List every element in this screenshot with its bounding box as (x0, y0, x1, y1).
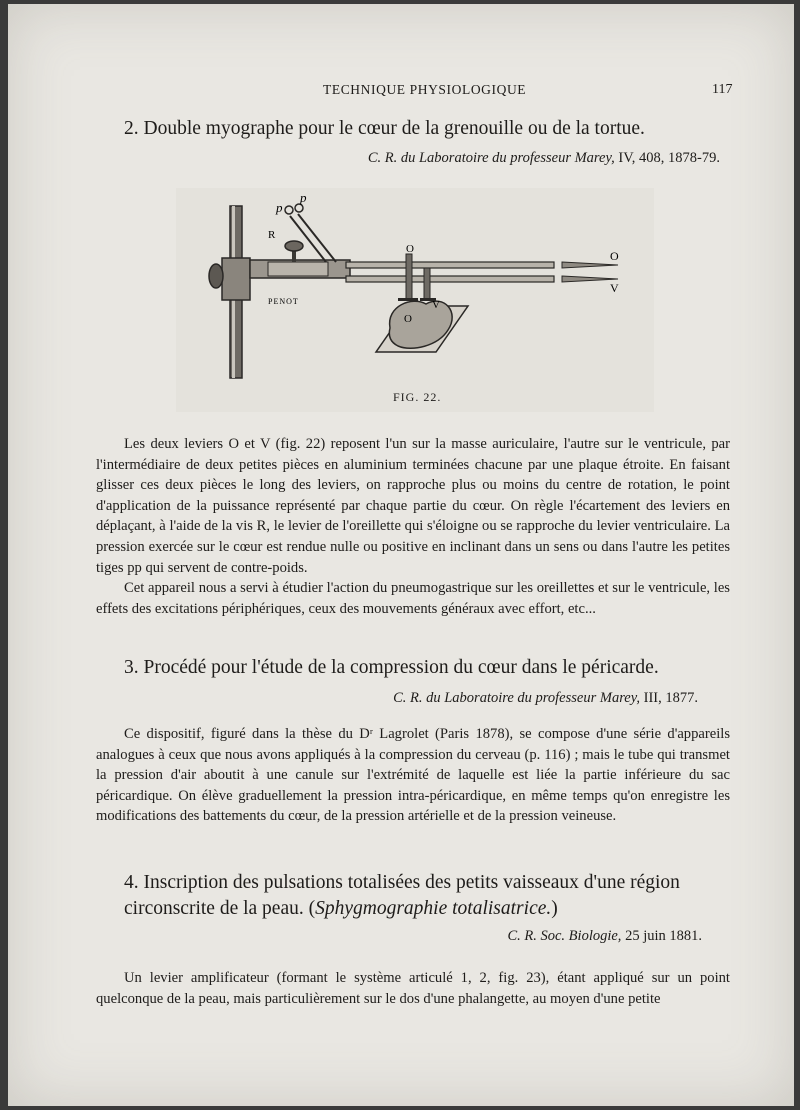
section-2-reference-volume: IV, 408, 1878-79. (614, 150, 720, 166)
label-maker: PENOT (268, 297, 299, 306)
paragraph-myograph-usage: Cet appareil nous a servi à étudier l'action du pneumogastrique sur les oreillettes et sur le ventricule, les effets des excitations périphériques, ceux des mouvements généraux avec effort, etc... (96, 580, 730, 617)
section-2-title: 2. Double myographe pour le cœur de la grenouille ou de la tortue. (124, 118, 645, 139)
section-4-title (124, 870, 724, 922)
section-4-reference-source: C. R. Soc. Biologie, (507, 928, 622, 944)
paragraph-myograph-description: Les deux leviers O et V (fig. 22) reposent l'un sur la masse auriculaire, l'autre sur le ventricule, par l'intermédiaire de deux petites pièces en aluminium terminées chacune par une plaque étroite. En faisant glisser ces deux pièces le long des leviers, on rapproche plus ou moins du centre de rotation, le point d'application de la puissance représenté par chaque partie du cœur. On règle l'écartement des leviers en déplaçant, à l'aide de la vis R, le levier de l'oreillette qui s'éloigne ou se rapproche du levier ventriculaire. La pression exercée sur le cœur est rendue nulle ou positive en inclinant dans un sens ou dans l'autre les petites tiges pp qui servent de contre-poids. (96, 436, 730, 576)
section-4-title-text: 4. Inscription des pulsations totalisées des petits vaisseaux d'une région circonscrite de la peau. ( (124, 872, 680, 919)
figure-22 (176, 188, 654, 412)
section-4-title-italic: Sphygmographie totalisatrice. (315, 898, 552, 919)
screw-r-knob (285, 241, 303, 251)
section-3-reference-volume: III, 1877. (640, 690, 698, 706)
section-2-reference (368, 150, 720, 167)
carriage (268, 262, 328, 276)
section-3-reference-source: C. R. du Laboratoire du professeur Marey, (393, 690, 640, 706)
atrium-piece (406, 254, 412, 300)
label-v-heart: V (432, 299, 440, 311)
label-o-top: O (406, 243, 414, 255)
label-p-right: p (300, 190, 307, 205)
paragraph-amplifying-lever: Un levier amplificateur (formant le système articulé 1, 2, fig. 23), étant appliqué sur un point quelconque de la peau, mais particulièrement sur le dos d'une phalangette, au moyen d'une petite (96, 970, 730, 1007)
label-v-end: V (610, 281, 619, 295)
ventricle-piece (424, 268, 430, 300)
figure-22-caption: FIG. 22. (393, 390, 442, 404)
counterweight-ball-1 (285, 206, 293, 214)
book-page (8, 4, 794, 1106)
running-head: TECHNIQUE PHYSIOLOGIQUE (323, 82, 527, 97)
label-p-left: p (276, 200, 283, 215)
lever-o (346, 262, 554, 268)
counterweight-ball-2 (295, 204, 303, 212)
double-myograph-illustration (176, 188, 654, 412)
section-4-reference-date: 25 juin 1881. (621, 928, 702, 944)
section-2-reference-source: C. R. du Laboratoire du professeur Marey, (367, 150, 615, 166)
label-o-heart: O (404, 313, 412, 325)
clamp-screw (209, 264, 223, 288)
page-number: 117 (712, 82, 733, 97)
counterweight-rod-1 (298, 214, 336, 262)
clamp-block (222, 258, 250, 300)
section-3-reference (393, 690, 698, 707)
section-4-title-close: ) (551, 898, 558, 919)
label-o-end: O (610, 249, 619, 263)
lever-v (346, 276, 554, 282)
label-r: R (268, 229, 276, 241)
section-4-reference (507, 928, 702, 945)
paragraph-pericardium-compression: Ce dispositif, figuré dans la thèse du Dʳ Lagrolet (Paris 1878), se compose d'une série d'appareils analogues à ceux que nous avons appliqués à la compression du cerveau (p. 116) ; mais le tube qui transmet la pression d'air aboutit à une canule sur l'extrémité de laquelle est liée la partie inférieure du sac péricardique. On élève graduellement la pression intra-péricardique, en même temps qu'on enregistre les modifications des battements du cœur, de la pression artérielle et de la pression veineuse. (96, 726, 730, 825)
section-3-title: 3. Procédé pour l'étude de la compression du cœur dans le péricarde. (124, 657, 659, 678)
